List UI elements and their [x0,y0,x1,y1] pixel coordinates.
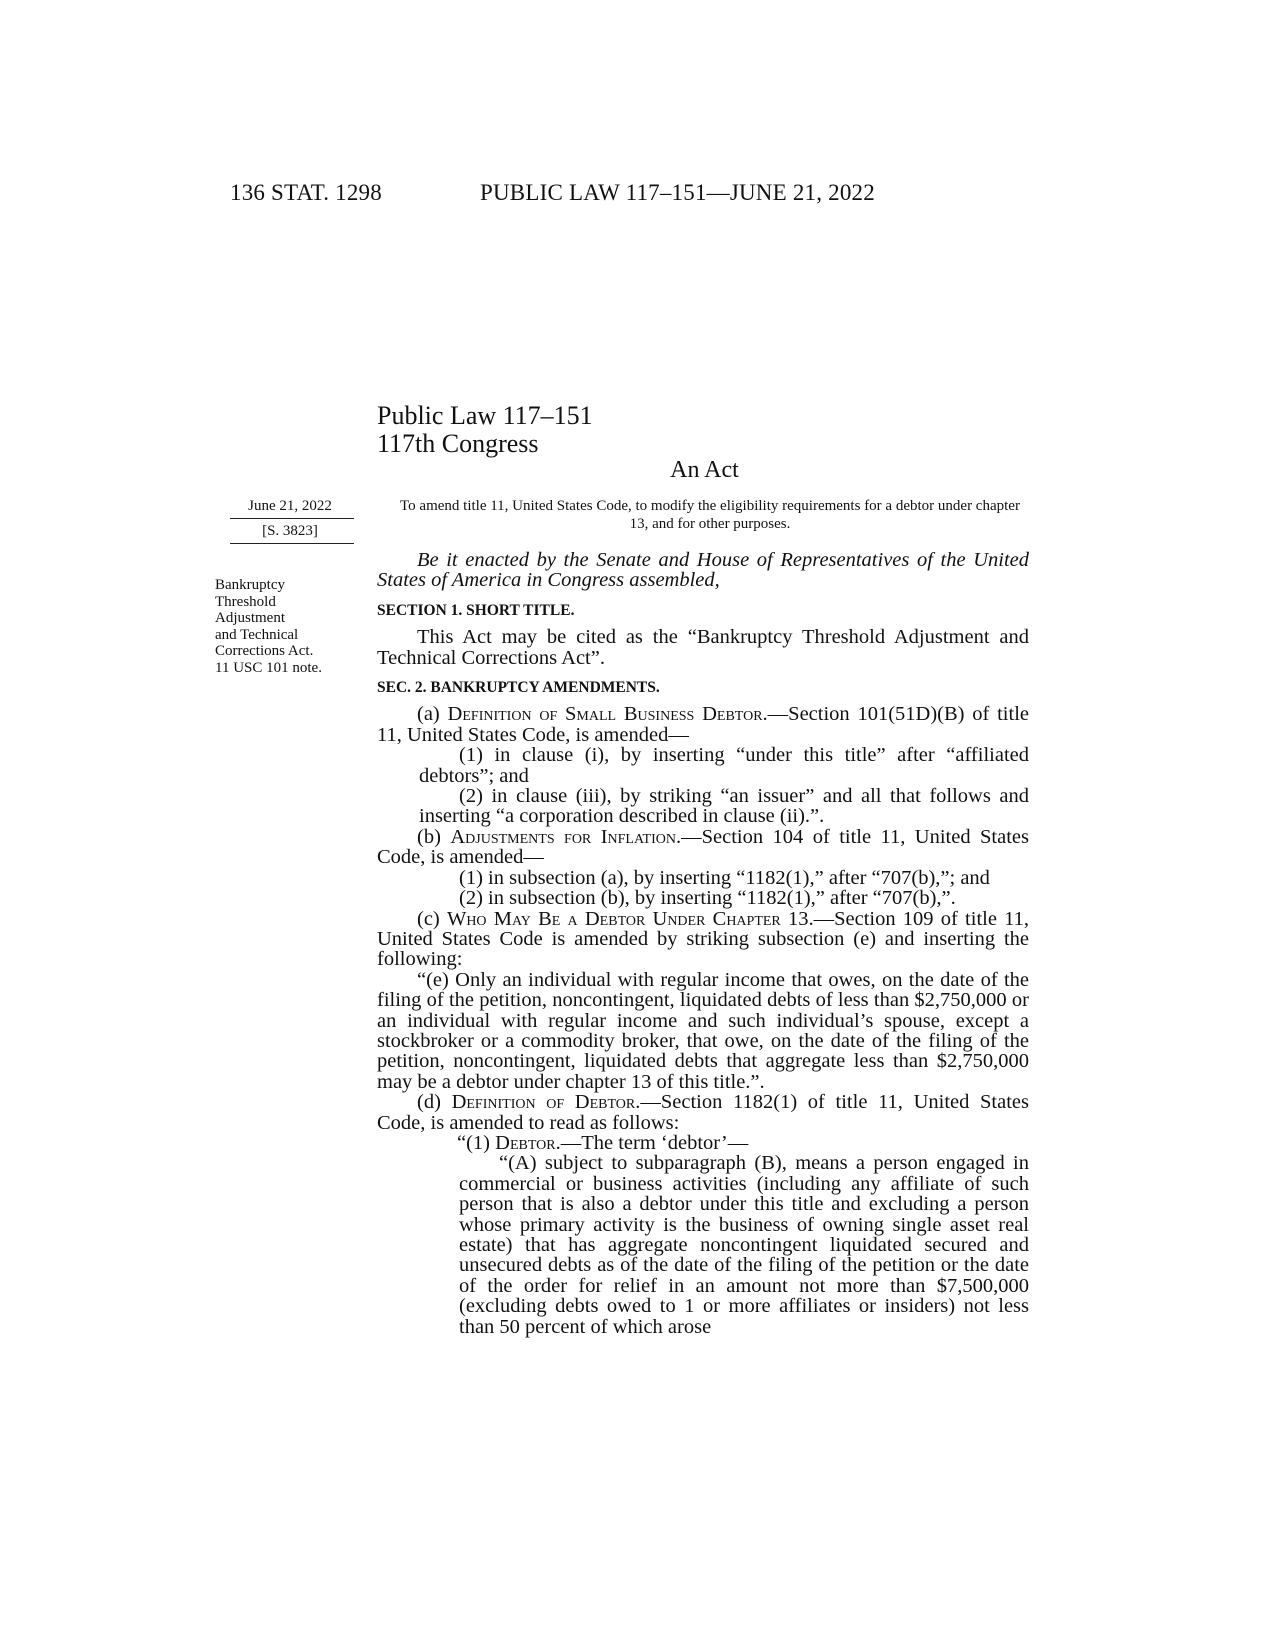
subsection-a-text: .—Section 101(51D)(B) of title 11, United States Code, is amended— [377,703,1029,746]
margin-bill-number: [S. 3823] [262,523,318,539]
subsection-c [377,909,1029,970]
congress-number: 117th Congress [377,429,539,458]
subsection-a-heading: Definition of Small Business Debtor [447,703,763,726]
section-1-heading: SECTION 1. SHORT TITLE. [377,601,575,619]
paragraph-a1: (1) in clause (i), by inserting “under this title” after “affiliated debtors”; and [419,744,1029,787]
subsection-b-label: (b) [417,825,451,848]
subsection-b-text: .—Section 104 of title 11, United States Code, is amended— [377,825,1030,869]
paragraph-b1: (1) in subsection (a), by inserting “1182(1),” after “707(b),”; and [459,866,990,889]
margin-note-line: Adjustment [215,610,285,626]
subsection-d-text: .—Section 1182(1) of title 11, United States Code, is amended to read as follows: [377,1091,1030,1134]
act-label [0,457,1275,484]
subsection-d-label: (d) [417,1091,452,1114]
subsection-c-text: .—Section 109 of title 11, United States Code is amended by striking subsection (e) and inserting the following: [377,907,1030,971]
enacting-clause: Be it enacted by the Senate and House of Representatives of the United States of America in Congress assembled, [377,549,1029,592]
paragraph-d1 [377,1133,1029,1153]
margin-note-line: 11 USC 101 note. [215,659,322,676]
act-purpose: To amend title 11, United States Code, to modify the eligibility requirements for a debtor under chapter 13, and for other purposes. [400,498,1020,532]
margin-note-line: Bankruptcy [215,577,285,593]
margin-rule-bottom [230,543,354,544]
margin-note-line: Corrections Act. [215,643,314,659]
subsection-c-label: (c) [417,907,447,930]
law-identification [377,402,593,458]
subsection-c-heading: Who May Be a Debtor Under Chapter 13 [446,907,809,930]
subsection-a-label: (a) [417,703,448,726]
section-1-text: This Act may be cited as the “Bankruptcy Threshold Adjustment and Technical Corrections Act”. [377,626,1029,669]
subsection-d [377,1092,1029,1133]
margin-date: June 21, 2022 [248,498,332,514]
subsection-b-heading: Adjustments for Inflation [450,825,676,848]
stat-citation: 136 STAT. 1298 [230,180,382,205]
subsection-a [377,704,1029,745]
paragraph-b2: (2) in subsection (b), by inserting “1182(1),” after “707(b),”. [459,887,956,910]
margin-note-line: and Technical [215,626,299,643]
section-2-heading: SEC. 2. BANKRUPTCY AMENDMENTS. [377,679,660,697]
public-law-number: Public Law 117–151 [377,401,593,430]
act-body [377,550,1029,1337]
margin-rule-top [230,518,354,519]
paragraph-d1-text: .—The term ‘debtor’— [555,1131,749,1154]
subsection-d-heading: Definition of Debtor [451,1091,636,1114]
subparagraph-dA: “(A) subject to subparagraph (B), means a person engaged in commercial or business activities (including any affiliate of such person that is also a debtor under this title and excluding a person whose primary activity is the business of owning single asset real estate) that has aggregate noncontingent liquidated secured and unsecured debts as of the date of the filing of the petition or the date of the order for relief in an amount not more than $7,500,000 (excluding debts owed to 1 or more affiliates or insiders) not less than 50 percent of which arose [459,1152,1029,1338]
paragraph-d1-heading: Debtor [495,1131,556,1154]
margin-note-line: Threshold [215,593,276,610]
act-label-text: An Act [670,457,739,483]
running-title: PUBLIC LAW 117–151—JUNE 21, 2022 [480,180,875,205]
subsection-c-quoted-text: “(e) Only an individual with regular income that owes, on the date of the filing of the petition, noncontingent, liquidated debts of less than $2,750,000 or an individual with regular income and such individual’s spouse, except a stockbroker or a commodity broker, that owe, on the date of the filing of the petition, noncontingent, liquidated debts that aggregate less than $2,750,000 may be a debtor under chapter 13 of this title.”. [377,968,1029,1093]
paragraph-d1-prefix: “(1) [457,1131,496,1154]
subsection-b [377,827,1029,868]
margin-note [215,577,322,676]
paragraph-a2: (2) in clause (iii), by striking “an issuer” and all that follows and inserting “a corporation described in clause (ii).”. [419,785,1029,828]
